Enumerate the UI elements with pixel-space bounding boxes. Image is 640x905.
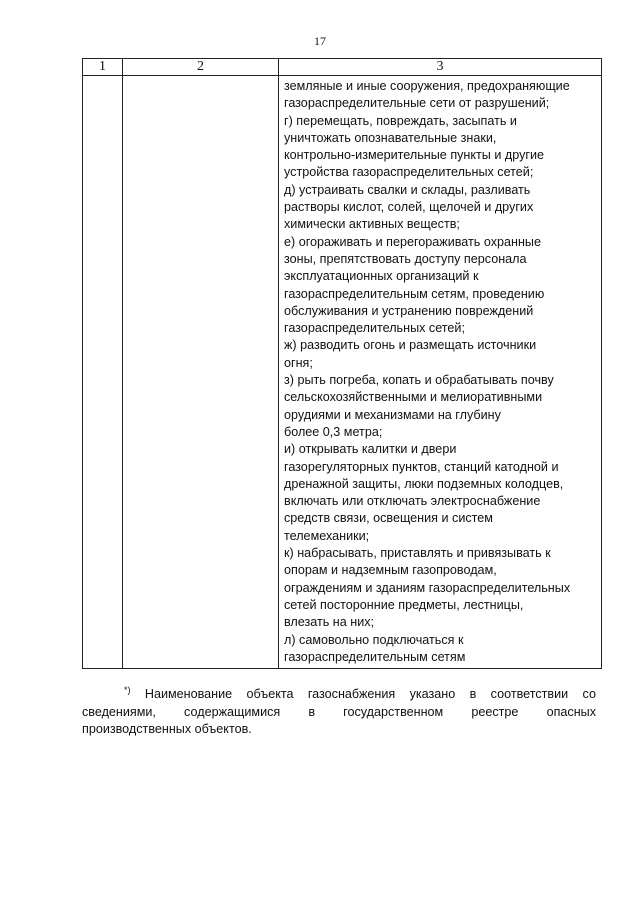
table-text-line: средств связи, освещения и систем [284, 511, 493, 526]
table-text-line: и) открывать калитки и двери [284, 442, 457, 457]
column-header-3: 3 [279, 59, 602, 76]
table-text-line: газораспределительным сетям, проведению [284, 286, 545, 301]
column-1-cell [83, 76, 123, 669]
prohibitions-text [279, 76, 601, 666]
footnote-marker: *) [124, 684, 131, 695]
table-text-line: контрольно-измерительные пункты и другие [284, 148, 545, 163]
table-text-line: опорам и надземным газопроводам, [284, 563, 497, 578]
column-header-1: 1 [83, 59, 123, 76]
table-text-line: ограждениям и зданиям газораспределительных [284, 580, 571, 595]
table-text-line: растворы кислот, солей, щелочей и других [284, 200, 534, 215]
table-text-line: земляные и иные сооружения, предохраняющие [284, 79, 570, 93]
table-text-line: сетей посторонние предметы, лестницы, [284, 597, 524, 612]
table-text-line: обслуживания и устранению повреждений [284, 303, 534, 318]
table-text-line: огня; [284, 355, 313, 370]
table-text-line: устройства газораспределительных сетей; [284, 165, 534, 180]
footnote-line-3: производственных объектов. [82, 722, 252, 736]
table-text-line: д) устраивать свалки и склады, разливать [284, 182, 531, 197]
footnote-line-1 [82, 686, 596, 704]
footnote-line-2: сведениями, содержащимися в государственном реестре опасных [82, 704, 596, 719]
table-text-line: сельскохозяйственными и мелиоративными [284, 390, 543, 405]
table-text-line: газорегуляторных пунктов, станций катодной и [284, 459, 559, 474]
table-text-line: более 0,3 метра; [284, 424, 383, 439]
table-text-line: газораспределительным сетям [284, 649, 466, 664]
footnote [82, 686, 596, 739]
table-text-line: газораспределительных сетей; [284, 321, 465, 336]
table-text-line: газораспределительные сети от разрушений; [284, 96, 550, 111]
column-3-cell [279, 76, 602, 669]
table-text-line: влезать на них; [284, 615, 375, 630]
requirements-table [82, 58, 602, 669]
table-row [83, 76, 602, 669]
table-text-line: ж) разводить огонь и размещать источники [284, 338, 537, 353]
table-text-line: к) набрасывать, приставлять и привязывать к [284, 546, 551, 561]
column-header-2: 2 [123, 59, 279, 76]
table-text-line: зоны, препятствовать доступу персонала [284, 251, 527, 266]
table-text-line: л) самовольно подключаться к [284, 632, 464, 647]
table-text-line: е) огораживать и перегораживать охранные [284, 234, 541, 249]
table-text-line: телемеханики; [284, 528, 370, 543]
page-number: 17 [314, 34, 326, 48]
table-text-line: г) перемещать, повреждать, засыпать и [284, 113, 517, 128]
table-text-line: уничтожать опознавательные знаки, [284, 130, 497, 145]
table-text-line: химически активных веществ; [284, 217, 460, 232]
footnote-text-1: Наименование объекта газоснабжения указано в соответствии со [144, 687, 596, 701]
table-header-row [83, 59, 602, 76]
table-text-line: включать или отключать электроснабжение [284, 494, 541, 509]
table-text-line: дренажной защиты, люки подземных колодцев, [284, 476, 564, 491]
table-text-line: з) рыть погреба, копать и обрабатывать почву [284, 373, 554, 388]
column-2-cell [123, 76, 279, 669]
table-text-line: эксплуатационных организаций к [284, 269, 479, 284]
table-text-line: орудиями и механизмами на глубину [284, 407, 501, 422]
